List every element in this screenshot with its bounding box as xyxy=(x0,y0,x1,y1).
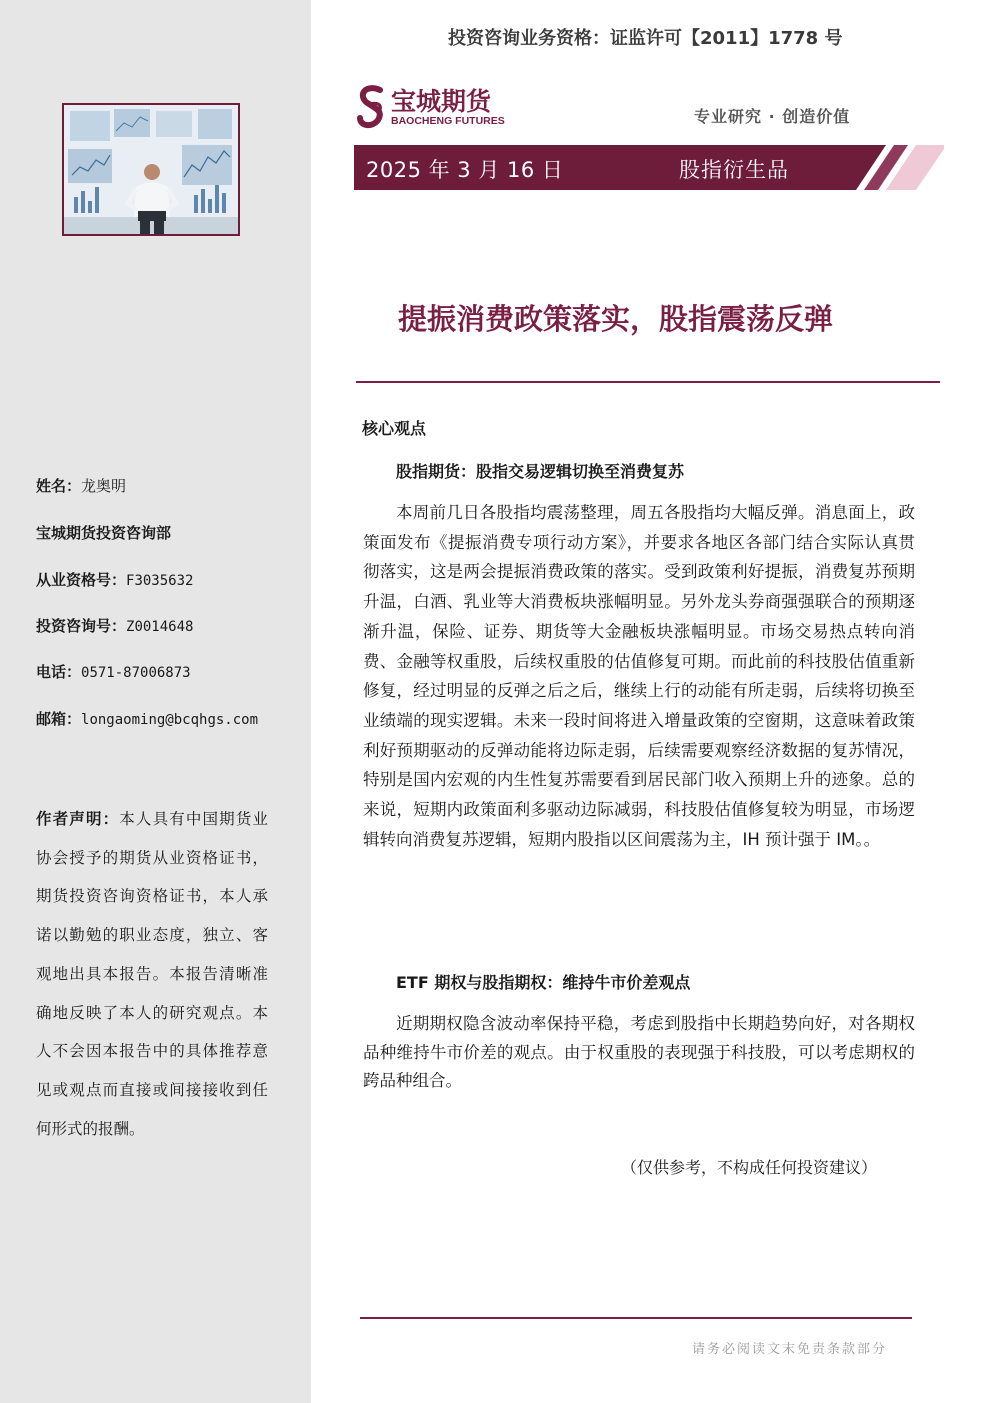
phone-label: 电话： xyxy=(36,663,82,681)
section-index-futures-heading: 股指期货：股指交易逻辑切换至消费复苏 xyxy=(396,462,685,481)
section-options-body: 近期期权隐含波动率保持平稳，考虑到股指中长期趋势向好，对各期权品种维持牛市价差的观点。由于权重股的表现强于科技股，可以考虑期权的跨品种组合。 xyxy=(363,1014,915,1090)
report-category: 股指衍生品 xyxy=(679,158,789,182)
department: 宝城期货投资咨询部 xyxy=(36,524,172,542)
author-name-label: 姓名： xyxy=(36,477,82,495)
author-name-row xyxy=(36,476,126,496)
phone-number: 0571-87006873 xyxy=(81,665,191,681)
author-statement xyxy=(36,800,268,1148)
title-divider xyxy=(356,381,940,383)
section-index-futures-body: 本周前几日各股指均震荡整理，周五各股指均大幅反弹。消息面上，政策面发布《提振消费专项行动方案》，并要求各地区各部门结合实际认真贯彻落实，这是两会提振消费政策的落实。受到政策利好提振，消费复苏预期升温，白酒、乳业等大消费板块涨幅明显。另外龙头券商强强联合的预期逐渐升温，保险、证券、期货等大金融板块涨幅明显。市场交易热点转向消费、金融等权重股，后续权重股的估值修复可期。而此前的科技股估值重新修复，经过明显的反弹之后之后，继续上行的动能有所走弱，后续将切换至业绩端的现实逻辑。未来一段时间将进入增量政策的空窗期，这意味着政策利好预期驱动的反弹动能将边际走弱，后续需要观察经济数据的复苏情况，特别是国内宏观的内生性复苏需要看到居民部门收入预期上升的迹象。总的来说，短期内政策面利多驱动边际减弱，科技股估值修复较为明显，市场逻辑转向消费复苏逻辑，短期内股指以区间震荡为主，IH 预计强于 IM。。 xyxy=(363,503,915,849)
report-date: 2025 年 3 月 16 日 xyxy=(366,158,564,182)
author-statement-text: 本人具有中国期货业协会授予的期货从业资格证书，期货投资咨询资格证书，本人承诺以勤勉的职业态度，独立、客观地出具本报告。本报告清晰准确地反映了本人的研究观点。本人不会因本报告中的具体推荐意见或观点而直接或间接接收到任何形式的报酬。 xyxy=(36,810,268,1138)
reference-only-note: （仅供参考，不构成任何投资建议） xyxy=(621,1158,878,1177)
core-viewpoint-heading: 核心观点 xyxy=(362,419,427,438)
email-row xyxy=(36,709,258,730)
cover-image-businessman-charts xyxy=(62,103,240,236)
consult-number: Z0014648 xyxy=(126,619,194,635)
footer-disclaimer: 请务必阅读文末免责条款部分 xyxy=(692,1342,888,1357)
sidebar xyxy=(0,0,311,1403)
phone-row xyxy=(36,662,191,683)
author-statement-label: 作者声明： xyxy=(36,810,120,828)
logo-english-name: BAOCHENG FUTURES xyxy=(391,115,505,127)
author-name: 龙奥明 xyxy=(81,477,127,495)
logo-name: 宝城期货 xyxy=(391,87,492,116)
department-row xyxy=(36,523,171,543)
email-address[interactable]: longaoming@bcqhgs.com xyxy=(81,712,259,728)
consult-row xyxy=(36,616,193,637)
footer-divider xyxy=(360,1317,912,1319)
license-label: 从业资格号： xyxy=(36,571,127,589)
consult-label: 投资咨询号： xyxy=(36,617,127,635)
qualification-notice: 投资咨询业务资格：证监许可【2011】1778 号 xyxy=(448,28,843,49)
slogan: 专业研究 · 创造价值 xyxy=(694,107,851,126)
license-number: F3035632 xyxy=(126,573,194,589)
date-category-banner xyxy=(354,145,944,190)
license-row xyxy=(36,570,193,591)
section-options-heading: ETF 期权与股指期权：维持牛市价差观点 xyxy=(396,973,691,992)
email-label: 邮箱： xyxy=(36,710,82,728)
report-title: 提振消费政策落实，股指震荡反弹 xyxy=(398,302,834,336)
logo-mark-icon xyxy=(356,84,388,130)
company-logo xyxy=(356,84,526,132)
